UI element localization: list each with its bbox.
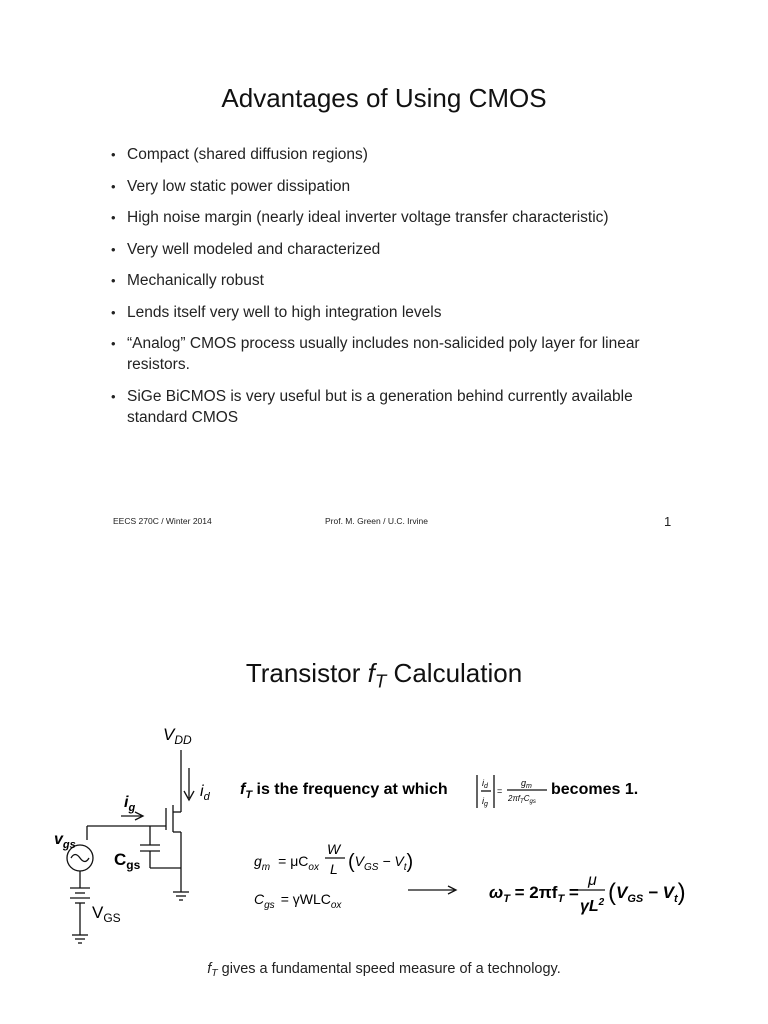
bullet-item	[106, 239, 696, 260]
abs-equals: =	[497, 786, 503, 796]
slide-title: Advantages of Using CMOS	[221, 83, 547, 113]
bullet-dot: •	[111, 336, 116, 351]
gm-paren: $(V_{GS} - V_t)$	[348, 851, 414, 873]
result-paren: $(V_{GS} - V_t)$	[608, 879, 686, 906]
result-num-mu: μ	[588, 872, 597, 889]
bullet-item	[106, 176, 696, 197]
ac-wave-icon	[71, 855, 89, 862]
result-den: $\gamma L^2$	[580, 897, 605, 915]
bullet-text: Very well modeled and characterized	[127, 240, 381, 258]
omega-equation: $\omega_T = 2\pi f_T$ =	[489, 883, 579, 905]
ft-statement: $f_T$ is the frequency at which	[240, 781, 448, 801]
circuit-schematic	[0, 590, 768, 1024]
caption-text: gives a fundamental speed measure of a technology.	[217, 961, 561, 977]
bullet-dot: •	[111, 304, 116, 320]
ft-statement-trail: becomes 1.	[551, 781, 639, 798]
abs-den-ig: $i_g$	[482, 796, 488, 808]
caption-ft-subscript: T	[211, 968, 218, 980]
bullet-item	[106, 270, 696, 291]
vgs-label: $v_{gs}$	[54, 831, 76, 851]
footer-course: EECS 270C / Winter 2014	[113, 516, 212, 526]
ft-frac-num: $g_m$	[521, 778, 532, 790]
bullet-dot: •	[111, 210, 116, 225]
bullet-text: Lends itself very well to high integration levels	[127, 303, 442, 321]
bullet-item	[106, 144, 696, 165]
frac-w: W	[327, 841, 341, 857]
bullet-text: SiGe BiCMOS is very useful but is a generation behind currently available standard CMOS	[127, 387, 633, 426]
gm-equation: $g_m = \mu C_{ox}$	[254, 853, 319, 873]
bullet-text: Compact (shared diffusion regions)	[127, 146, 368, 163]
bullet-text: Very low static power dissipation	[127, 177, 351, 195]
caption-ft: f	[207, 961, 212, 977]
bullet-text: Mechanically robust	[127, 272, 264, 289]
title-ft-subscript: T	[374, 670, 387, 692]
abs-num-id: $i_d$	[482, 778, 488, 790]
frac-l: L	[330, 861, 338, 877]
slide-transistor-ft	[0, 590, 768, 1024]
bullet-dot: •	[111, 147, 116, 162]
title-text: Transistor	[245, 658, 368, 688]
bullet-dot: •	[111, 388, 116, 404]
vdd-label: $V_{DD}$	[163, 725, 192, 747]
bullet-dot: •	[111, 273, 116, 288]
footer-instructor: Prof. M. Green / U.C. Irvine	[325, 516, 428, 526]
title-text-rest: Calculation	[386, 658, 523, 688]
cgs-equation: $C_{gs} = \gamma WLC_{ox}$	[254, 891, 342, 911]
bullet-item	[106, 207, 696, 228]
bullet-item	[106, 333, 696, 375]
bullet-text: High noise margin (nearly ideal inverter voltage transfer characteristic)	[127, 209, 609, 226]
bullet-text: “Analog” CMOS process usually includes non-salicided poly layer for linear resistors.	[127, 335, 640, 373]
vgs-dc-label: $V_{GS}$	[92, 903, 121, 925]
ft-frac-den: $2\pi f_TC_{gs}$	[508, 794, 536, 805]
footer-page-number: 1	[664, 514, 672, 529]
bullet-dot: •	[111, 241, 116, 257]
title-ft: f	[367, 658, 375, 688]
bullet-item	[106, 302, 696, 323]
bullet-dot: •	[111, 178, 116, 194]
cgs-label: $C_{gs}$	[114, 850, 141, 872]
ig-label: $i_g$	[124, 794, 136, 814]
slide-caption	[0, 961, 768, 979]
bullet-item	[106, 386, 696, 428]
bullet-list	[106, 144, 696, 438]
id-label: $i_d$	[200, 783, 210, 803]
